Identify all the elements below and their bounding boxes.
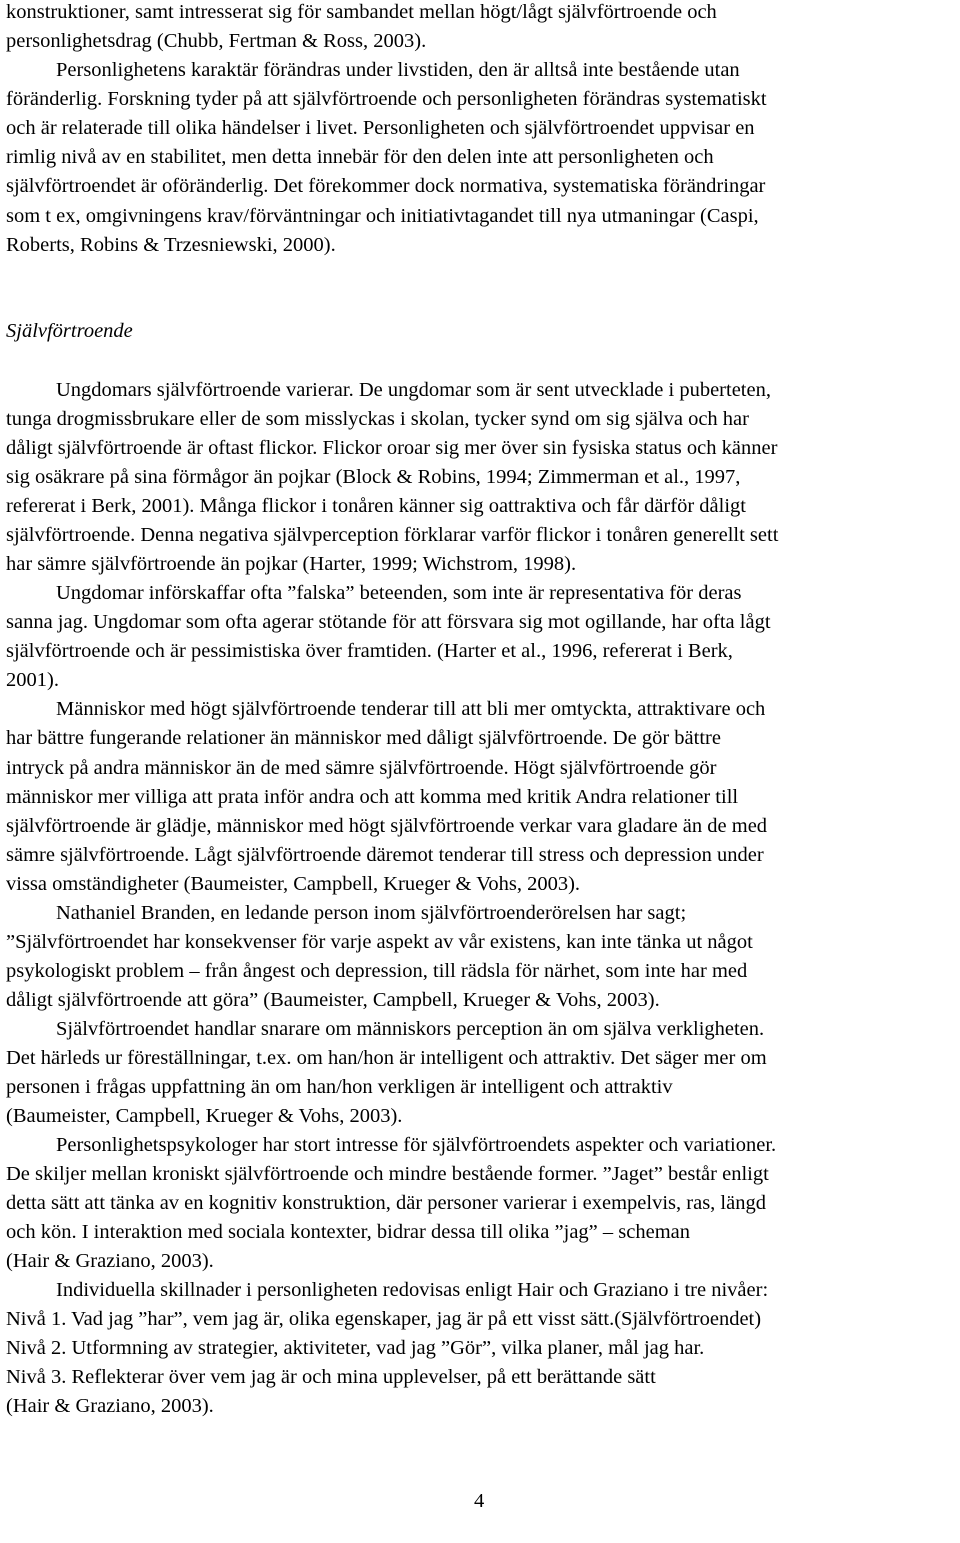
text-line: De skiljer mellan kroniskt självförtroende och mindre bestående former. ”Jaget” består enligt [6,1163,769,1185]
text-line: dåligt självförtroende är oftast flickor. Flickor oroar sig mer över sin fysiska status och känner [6,437,778,459]
text-line: Individuella skillnader i personligheten redovisas enligt Hair och Graziano i tre nivåer: [56,1279,769,1301]
text-line: Nathaniel Branden, en ledande person inom självförtroenderörelsen har sagt; [56,902,687,924]
text-line: dåligt självförtroende att göra” (Baumeister, Campbell, Krueger & Vohs, 2003). [6,989,660,1011]
text-line: och kön. I interaktion med sociala kontexter, bidrar dessa till olika ”jag” – scheman [6,1221,690,1243]
text-line: intryck på andra människor än de med sämre självförtroende. Högt självförtroende gör [6,757,717,779]
text-line: refererat i Berk, 2001). Många flickor i tonåren känner sig oattraktiva och får därför dåligt [6,495,746,517]
text-line: självförtroende. Denna negativa självperception förklarar varför flickor i tonåren generellt sett [6,524,779,546]
text-line: har bättre fungerande relationer än människor med dåligt självförtroende. De gör bättre [6,727,721,749]
text-line: Självförtroendet handlar snarare om människors perception än om själva verkligheten. [56,1018,765,1040]
text-line: och är relaterade till olika händelser i livet. Personligheten och självförtroendet uppvisar en [6,117,755,139]
section-heading: Självförtroende [6,320,133,342]
text-line: sanna jag. Ungdomar som ofta agerar stötande för att försvara sig mot ogillande, har ofta lågt [6,611,771,633]
text-line: Människor med högt självförtroende tenderar till att bli mer omtyckta, attraktivare och [56,698,766,720]
page-number: 4 [474,1490,485,1512]
text-line: Personlighetens karaktär förändras under livstiden, den är alltså inte bestående utan [56,59,740,81]
text-line: Personlighetspsykologer har stort intresse för självförtroendets aspekter och variationer. [56,1134,777,1156]
text-line: föränderlig. Forskning tyder på att självförtroende och personligheten förändras systematiskt [6,88,767,110]
text-line: som t ex, omgivningens krav/förväntningar och initiativtagandet till nya utmaningar (Caspi, [6,205,759,227]
text-line: (Baumeister, Campbell, Krueger & Vohs, 2003). [6,1105,403,1127]
text-line: rimlig nivå av en stabilitet, men detta innebär för den delen inte att personligheten och [6,146,714,168]
text-line: självförtroendet är oföränderlig. Det förekommer dock normativa, systematiska förändringar [6,175,766,197]
text-line: människor mer villiga att prata inför andra och att komma med kritik Andra relationer till [6,786,739,808]
text-line: självförtroende är glädje, människor med högt självförtroende verkar vara gladare än de med [6,815,768,837]
text-line: vissa omständigheter (Baumeister, Campbell, Krueger & Vohs, 2003). [6,873,581,895]
text-line: sämre självförtroende. Lågt självförtroende däremot tenderar till stress och depression under [6,844,764,866]
text-line: Ungdomar införskaffar ofta ”falska” beteenden, som inte är representativa för deras [56,582,742,604]
text-line: konstruktioner, samt intresserat sig för sambandet mellan högt/lågt självförtroende och [6,1,717,23]
text-line: (Hair & Graziano, 2003). [6,1395,214,1417]
text-line: (Hair & Graziano, 2003). [6,1250,214,1272]
text-line: personlighetsdrag (Chubb, Fertman & Ross, 2003). [6,30,427,52]
text-line: Roberts, Robins & Trzesniewski, 2000). [6,234,336,256]
text-line: Det härleds ur föreställningar, t.ex. om han/hon är intelligent och attraktiv. Det säger mer om [6,1047,767,1069]
text-line: 2001). [6,669,59,691]
text-line: självförtroende och är pessimistiska över framtiden. (Harter et al., 1996, refererat i Berk, [6,640,733,662]
text-line: Nivå 1. Vad jag ”har”, vem jag är, olika egenskaper, jag är på ett visst sätt.(Självförtroendet) [6,1308,762,1330]
text-line: psykologiskt problem – från ångest och depression, till rädsla för närhet, som inte har med [6,960,748,982]
text-line: sig osäkrare på sina förmågor än pojkar (Block & Robins, 1994; Zimmerman et al., 1997, [6,466,741,488]
text-line: Nivå 3. Reflekterar över vem jag är och mina upplevelser, på ett berättande sätt [6,1366,656,1388]
text-line: ”Självförtroendet har konsekvenser för varje aspekt av vår existens, kan inte tänka ut något [6,931,753,953]
text-line: personen i frågas uppfattning än om han/hon verkligen är intelligent och attraktiv [6,1076,673,1098]
text-line: detta sätt att tänka av en kognitiv konstruktion, där personer varierar i exempelvis, ras, längd [6,1192,766,1214]
text-line: har sämre självförtroende än pojkar (Harter, 1999; Wichstrom, 1998). [6,553,577,575]
text-line: Nivå 2. Utformning av strategier, aktiviteter, vad jag ”Gör”, vilka planer, mål jag har. [6,1337,705,1359]
text-line: Ungdomars självförtroende varierar. De ungdomar som är sent utvecklade i puberteten, [56,379,771,401]
text-line: tunga drogmissbrukare eller de som misslyckas i skolan, tycker synd om sig själva och har [6,408,749,430]
